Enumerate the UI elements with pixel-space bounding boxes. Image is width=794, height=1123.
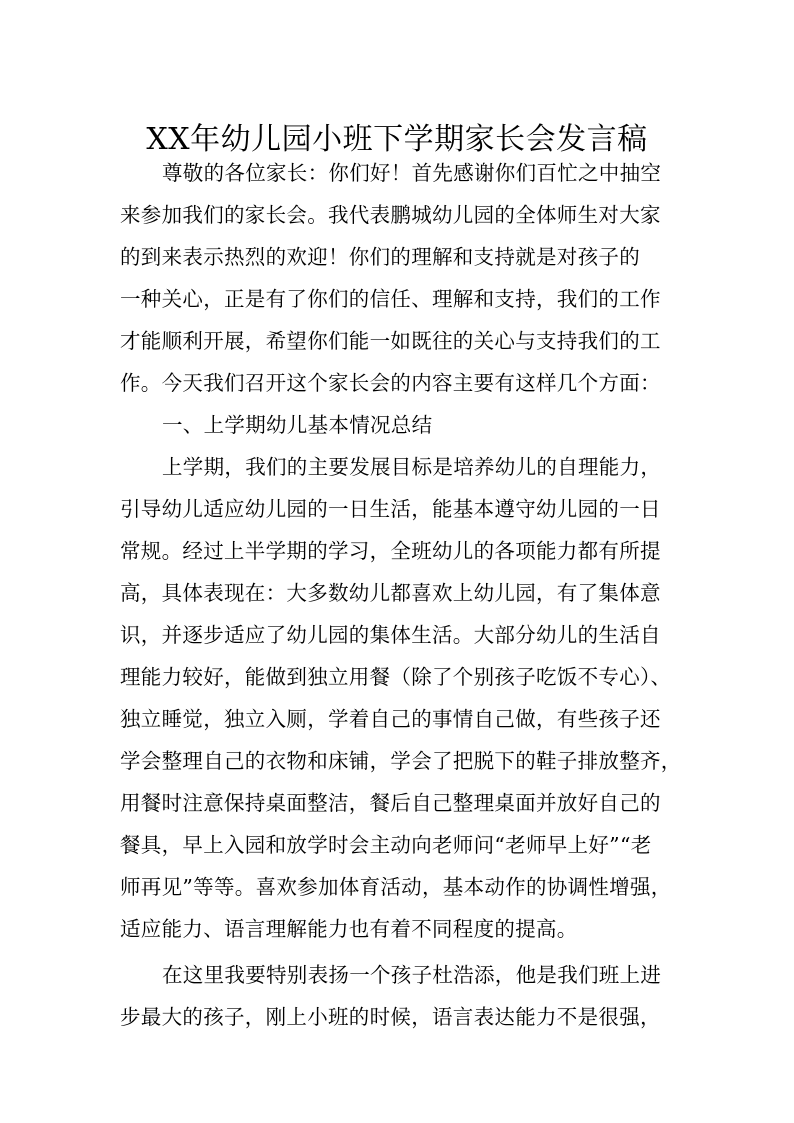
paragraph-line: 尊敬的各位家长：你们好！首先感谢你们百忙之中抽空: [162, 161, 662, 185]
paragraph-line: 步最大的孩子，刚上小班的时候，语言表达能力不是很强，: [120, 1005, 661, 1029]
paragraph-line: 师再见”等等。喜欢参加体育活动，基本动作的协调性增强，: [120, 875, 672, 899]
paragraph-line: 适应能力、语言理解能力也有着不同程度的提高。: [120, 917, 578, 941]
document-title: XX年幼儿园小班下学期家长会发言稿: [146, 122, 648, 158]
paragraph-line: 用餐时注意保持桌面整洁，餐后自己整理桌面并放好自己的: [120, 791, 661, 815]
paragraph-line: 餐具，早上入园和放学时会主动向老师问“老师早上好”“老: [120, 833, 652, 857]
paragraph-line: 常规。经过上半学期的学习，全班幼儿的各项能力都有所提: [120, 539, 661, 563]
paragraph-line: 作。今天我们召开这个家长会的内容主要有这样几个方面：: [120, 371, 661, 395]
paragraph-line: 独立睡觉，独立入厕，学着自己的事情自己做，有些孩子还: [120, 707, 661, 731]
paragraph-line: 来参加我们的家长会。我代表鹏城幼儿园的全体师生对大家: [120, 203, 661, 227]
paragraph-line: 一种关心，正是有了你们的信任、理解和支持，我们的工作: [120, 287, 661, 311]
paragraph-line: 才能顺利开展，希望你们能一如既往的关心与支持我们的工: [120, 329, 661, 353]
paragraph-line: 识，并逐步适应了幼儿园的集体生活。大部分幼儿的生活自: [120, 623, 661, 647]
paragraph-line: 上学期，我们的主要发展目标是培养幼儿的自理能力，: [162, 455, 662, 479]
paragraph-line: 高，具体表现在：大多数幼儿都喜欢上幼儿园，有了集体意: [120, 581, 661, 605]
section-heading: 一、上学期幼儿基本情况总结: [162, 413, 433, 437]
document-body: [120, 152, 700, 1038]
paragraph-line: 的到来表示热烈的欢迎！你们的理解和支持就是对孩子的: [120, 245, 640, 269]
paragraph-line: 学会整理自己的衣物和床铺，学会了把脱下的鞋子排放整齐，: [120, 749, 682, 773]
paragraph-line: 引导幼儿适应幼儿园的一日生活，能基本遵守幼儿园的一日: [120, 497, 661, 521]
paragraph-line: 理能力较好，能做到独立用餐（除了个别孩子吃饭不专心）、: [120, 665, 672, 689]
paragraph-line: 在这里我要特别表扬一个孩子杜浩添，他是我们班上进: [162, 963, 662, 987]
